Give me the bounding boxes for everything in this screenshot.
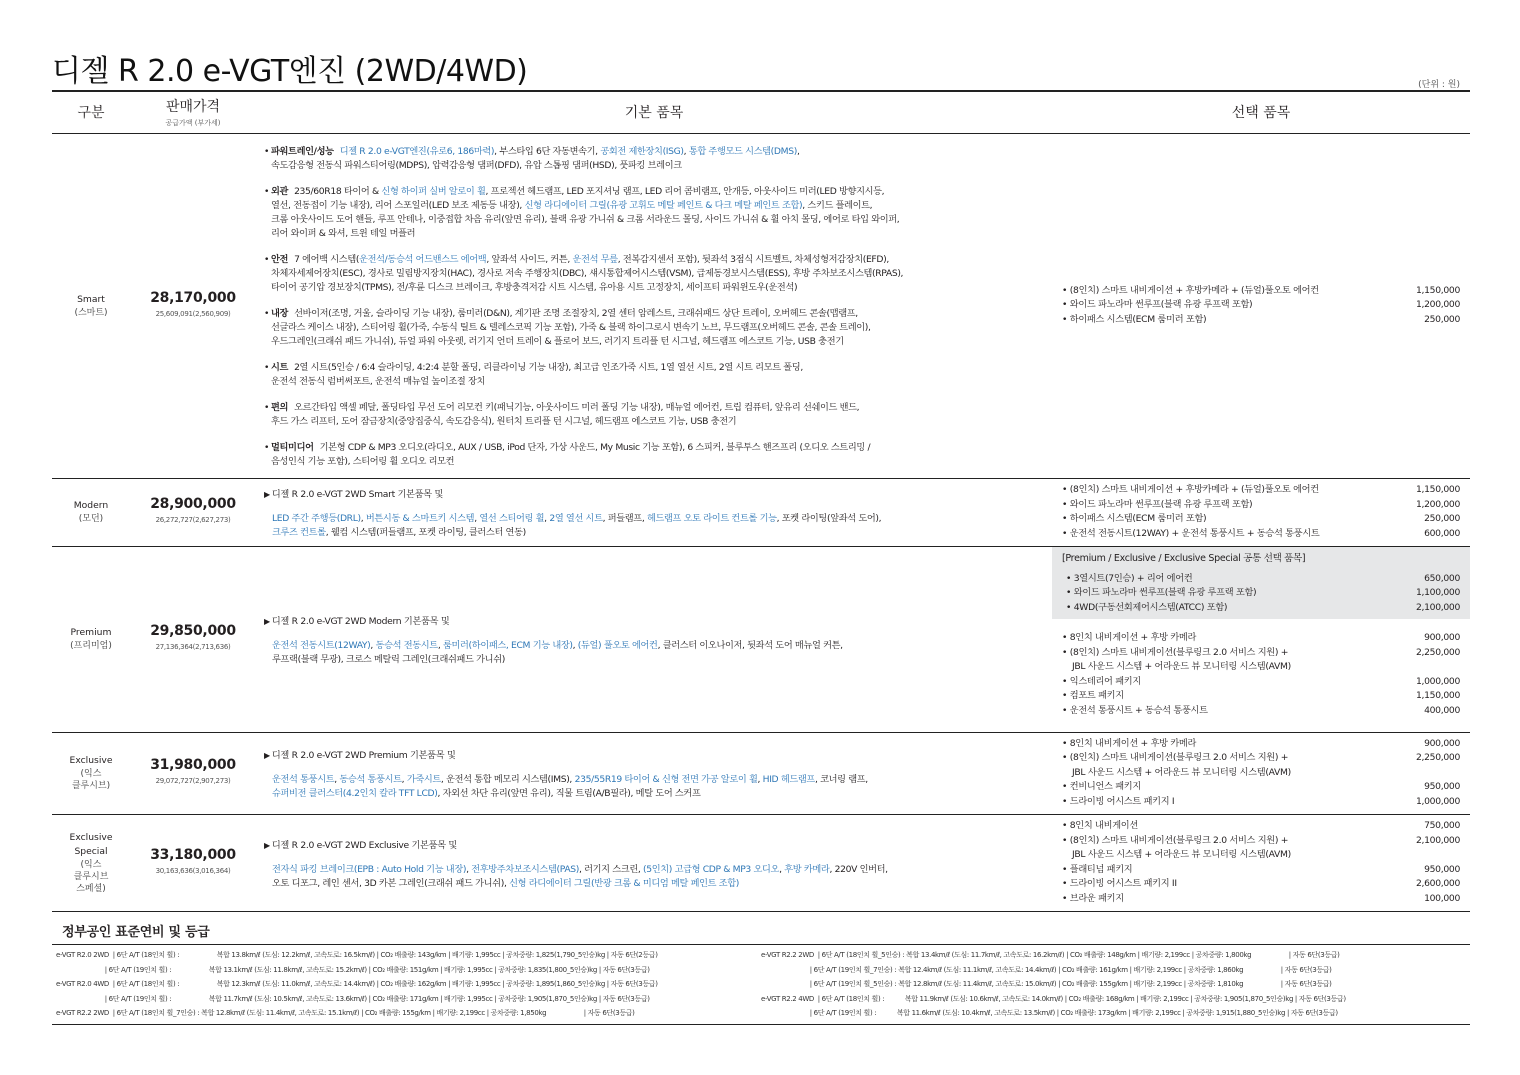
basic-group: • 외관 235/60R18 타이어 & 신형 하이퍼 실버 알로이 휠, 프로젝션 헤드램프, LED 포지셔닝 램프, LED 리어 콤비램프, 안개등, 아웃사이드 미러(LED 방향지시등, 열선, 전동접이 기능 내장), 리어 스포일러(LED 보조 제동등 내장), 신형 라디에이터 그릴(유광 고휘도 메탈 페인트 & 다크 메탈 페인트 조합), 스키드 플레이트, 크롬 아웃사이드 도어 핸들, 루프 안테나, 이중접합 차음 유리(앞면 유리), 블랙 유광 가니쉬 & 크롬 서라운드 몰딩, 사이드 가니쉬 & 휠 아치 몰딩, 에어로 타입 와이퍼, 리어 와이퍼 & 와셔, 트윈 테일 머플러 [264, 185, 900, 239]
option-items [1052, 478, 1470, 546]
trim-name: Exclusive (익스 클루시브) [52, 732, 130, 814]
trim-name: Modern (모던) [52, 478, 130, 546]
option-item: • 4WD(구동선회제어시스템(ATCC) 포함) 2,100,000 [1066, 601, 1460, 613]
basic-body: 운전석 전동시트(12WAY), 동승석 전동시트, 룸미러(하이패스, ECM 기능 내장), (듀얼) 풀오토 에어컨, 클러스터 이오나이저, 뒷좌석 도어 매뉴얼 커튼, 루프랙(블랙 무광), 크로스 메탈릭 그레인(크래쉬패드 가니쉬) [272, 640, 843, 665]
fuel-cell: | 6단 A/T (19인치 휠) : 복합 13.1km/ℓ (도심: 11.8km/ℓ, 고속도로: 15.2km/ℓ) | CO₂ 배출량: 151g/km | 배기량: 1,995cc | 공차중량: 1,835(1,800_5인승)kg | 자동 6단(3등급) [56, 965, 650, 974]
fuel-cell: | 6단 A/T (19인치 휠_7인승) : 복합 12.4km/ℓ (도심: 11.1km/ℓ, 고속도로: 14.4km/ℓ) | CO₂ 배출량: 161g/km | 배기량: 2,199cc | 공차중량: 1,860kg | 자동 6단(3등급) [761, 965, 1332, 974]
option-item: • 3열시트(7인승) + 리어 에어컨 650,000 [1066, 572, 1460, 584]
basic-lead: ▶ 디젤 R 2.0 e-VGT 2WD Smart 기본품목 및 [264, 489, 444, 500]
basic-lead: ▶ 디젤 R 2.0 e-VGT 2WD Modern 기본품목 및 [264, 616, 450, 627]
page-title: 디젤 R 2.0 e-VGT엔진 (2WD/4WD) [52, 54, 528, 89]
basic-lead: ▶ 디젤 R 2.0 e-VGT 2WD Exclusive 기본품목 및 [264, 839, 457, 851]
option-item: • 하이패스 시스템(ECM 룸미러 포함) 250,000 [1062, 313, 1460, 325]
option-item: • 운전석 전동시트(12WAY) + 운전석 통풍시트 + 동승석 통풍시트 600,000 [1062, 527, 1460, 539]
table-row-modern [52, 478, 1470, 546]
fuel-economy-table [52, 944, 1470, 1025]
fuel-economy-title: 정부공인 표준연비 및 등급 [62, 925, 210, 940]
option-item: JBL 사운드 시스템 + 어라운드 뷰 모니터링 시스템(AVM) [1072, 766, 1291, 778]
fuel-row [56, 963, 1466, 978]
option-items [1052, 732, 1470, 814]
option-item: • (8인치) 스마트 내비게이션(블루링크 2.0 서비스 지원) + 2,250,000 [1062, 646, 1460, 658]
option-item: • 플래티넘 패키지 950,000 [1062, 863, 1460, 875]
basic-items [256, 546, 1052, 732]
fuel-cell: e-VGT R2.0 4WD | 6단 A/T (18인치 휠) : 복합 12.3km/ℓ (도심: 11.0km/ℓ, 고속도로: 14.4km/ℓ) | CO₂ 배출량: 162g/km | 배기량: 1,995cc | 공차중량: 1,895(1,860_5인승)kg | 자동 6단(3등급) [56, 980, 658, 988]
option-items [1052, 133, 1470, 478]
option-item: • 8인치 내비게이션 750,000 [1062, 820, 1460, 831]
option-item: • (8인치) 스마트 내비게이션 + 후방카메라 + (듀얼)풀오토 에어컨 1,150,000 [1062, 484, 1460, 495]
basic-body: 전자식 파킹 브레이크(EPB : Auto Hold 기능 내장), 전후방주차보조시스템(PAS), 러기지 스크린, (5인치) 고급형 CDP & MP3 오디오, 후방 카메라, 220V 인버터, 오토 디포그, 레인 센서, 3D 카본 그레인(크래쉬 패드 가니쉬), 신형 라디에이터 그릴(반광 크롬 & 미디엄 메탈 페인트 조합) [272, 863, 888, 889]
option-item: • 컴포트 패키지 1,150,000 [1062, 690, 1460, 701]
option-item: • (8인치) 스마트 내비게이션(블루링크 2.0 서비스 지원) + 2,250,000 [1062, 752, 1460, 764]
header-price: 판매가격 공급가액 (부가세) [130, 91, 256, 133]
header-option: 선택 품목 [1052, 91, 1470, 133]
option-item: • 운전석 통풍시트 + 동승석 통풍시트 400,000 [1062, 704, 1460, 716]
fuel-cell: | 6단 A/T (19인치 휠) : 복합 11.6km/ℓ (도심: 10.4km/ℓ, 고속도로: 13.5km/ℓ) | CO₂ 배출량: 173g/km | 배기량: 2,199cc | 공차중량: 1,915(1,880_5인승)kg | 자동 6단(3등급) [761, 1009, 1338, 1017]
basic-lead: ▶ 디젤 R 2.0 e-VGT 2WD Premium 기본품목 및 [264, 750, 456, 761]
option-item: • 와이드 파노라마 썬루프(블랙 유광 루프랙 포함) 1,200,000 [1062, 299, 1460, 311]
fuel-cell: e-VGT R2.0 2WD | 6단 A/T (18인치 휠) : 복합 13.8km/ℓ (도심: 12.2km/ℓ, 고속도로: 16.5km/ℓ) | CO₂ 배출량: 143g/km | 배기량: 1,995cc | 공차중량: 1,825(1,790_5인승)kg | 자동 6단(2등급) [56, 951, 658, 959]
basic-body: LED 주간 주행등(DRL), 버튼시동 & 스마트키 시스템, 열선 스티어링 휠, 2열 열선 시트, 퍼들램프, 헤드램프 오토 라이트 컨트롤 기능, 포켓 라이팅(앞좌석 도어), 크루즈 컨트롤, 웰컴 시스템(퍼들램프, 포켓 라이팅, 클러스터 연동) [272, 513, 882, 538]
trim-name: Smart (스마트) [52, 133, 130, 478]
fuel-row [56, 948, 1466, 963]
option-item: • 와이드 파노라마 썬루프(블랙 유광 루프랙 포함) 1,200,000 [1062, 498, 1460, 510]
basic-group: • 내장 선바이저(조명, 거울, 슬라이딩 기능 내장), 룸미러(D&N), 계기판 조명 조절장치, 2열 센터 암레스트, 크래쉬패드 상단 트레이, 오버헤드 콘솔(맵램프, 선글라스 케이스 내장), 스티어링 휠(가죽, 수동식 틸트 & 텔레스코픽 기능 포함), 가죽 & 블랙 하이그로시 변속기 노브, 무드램프(오버헤드 콘솔, 콘솔 트레이), 우드그레인(크래쉬 패드 가니쉬), 듀얼 파워 아웃렛, 러기지 언더 트레이 & 플로어 보드, 러기지 트리플 턴 시그널, 헤드램프 에스코트 기능, USB 충전기 [264, 307, 871, 347]
trim-price: 29,850,000 27,136,364(2,713,636) [130, 546, 256, 732]
basic-items [256, 478, 1052, 546]
basic-group: • 안전 7 에어백 시스템(운전석/동승석 어드밴스드 에어백, 앞좌석 사이드, 커튼, 운전석 무릎, 전복감지센서 포함), 뒷좌석 3점식 시트벨트, 차체성형저감장치(EFD), 차체자세제어장치(ESC), 경사로 밀림방지장치(HAC), 경사로 저속 주행장치(DBC), 섀시통합제어시스템(VSM), 급제동경보시스템(ESS), 후방 주차보조시스템(RPAS), 타이어 공기압 경보장치(TPMS), 전/후륜 디스크 브레이크, 후방충격저감 시트 시스템, 유아용 시트 고정장치, 세이프티 파워윈도우(운전석) [264, 253, 904, 293]
option-item: JBL 사운드 시스템 + 어라운드 뷰 모니터링 시스템(AVM) [1072, 661, 1291, 672]
option-item: • 8인치 내비게이션 + 후방 카메라 900,000 [1062, 737, 1460, 749]
header-trim: 구분 [52, 91, 130, 133]
basic-group: • 파워트레인/성능 디젤 R 2.0 e-VGT엔진(유로6, 186마력), 부스타입 6단 자동변속기, 공회전 제한장치(ISG), 통합 주행모드 시스템(DMS), 속도감응형 전동식 파워스티어링(MDPS), 압력감응형 댐퍼(DFD), 유압 스톱핑 댐퍼(HSD), 풋파킹 브레이크 [264, 145, 800, 171]
table-row-premium [52, 546, 1470, 732]
option-item: • 익스테리어 패키지 1,000,000 [1062, 675, 1460, 687]
option-items [1052, 546, 1470, 732]
fuel-cell: e-VGT R2.2 2WD | 6단 A/T (18인치 휠_7인승) : 복합 12.8km/ℓ (도심: 11.4km/ℓ, 고속도로: 15.1km/ℓ) | CO₂ 배출량: 155g/km | 배기량: 2,199cc | 공차중량: 1,850kg | 자동 6단(3등급) [56, 1009, 635, 1017]
table-row-exclusive-special [52, 814, 1470, 911]
common-options [1052, 547, 1470, 620]
option-item: • (8인치) 스마트 내비게이션(블루링크 2.0 서비스 지원) + 2,100,000 [1062, 834, 1460, 846]
basic-group: • 시트 2열 시트(5인승 / 6:4 슬라이딩, 4:2:4 분할 폴딩, 리클라이닝 기능 내장), 최고급 인조가죽 시트, 1열 열선 시트, 2열 시트 리모트 폴딩, 운전석 전동식 럼버써포트, 운전석 매뉴얼 높이조절 장치 [264, 361, 803, 387]
option-item: • 8인치 내비게이션 + 후방 카메라 900,000 [1062, 632, 1460, 643]
option-item: • 브라운 패키지 100,000 [1062, 892, 1460, 904]
basic-items [256, 814, 1052, 911]
common-options-head: [Premium / Exclusive / Exclusive Special 공통 선택 품목] [1062, 552, 1306, 564]
table-row-exclusive [52, 732, 1470, 814]
header-basic: 기본 품목 [256, 91, 1052, 133]
option-item: JBL 사운드 시스템 + 어라운드 뷰 모니터링 시스템(AVM) [1072, 849, 1291, 860]
option-item: • 와이드 파노라마 썬루프(블랙 유광 루프랙 포함) 1,100,000 [1066, 587, 1460, 598]
option-item: • 드라이빙 어시스트 패키지 II 2,600,000 [1062, 878, 1460, 889]
basic-group: • 멀티미디어 기본형 CDP & MP3 오디오(라디오, AUX / USB, iPod 단자, 가상 사운드, My Music 기능 포함), 6 스피커, 블루투스 핸즈프리 (오디오 스트리밍 / 음성인식 기능 포함), 스티어링 휠 오디오 리모컨 [264, 441, 871, 467]
option-item: • (8인치) 스마트 내비게이션 + 후방카메라 + (듀얼)풀오토 에어컨 1,150,000 [1062, 284, 1460, 296]
fuel-cell: e-VGT R2.2 2WD | 6단 A/T (18인치 휠_5인승) : 복합 13.4km/ℓ (도심: 11.7km/ℓ, 고속도로: 16.2km/ℓ) | CO₂ 배출량: 148g/km | 배기량: 2,199cc | 공차중량: 1,800kg | 자동 6단(3등급) [761, 951, 1340, 959]
option-item: • 컨비니언스 패키지 950,000 [1062, 781, 1460, 793]
fuel-cell: | 6단 A/T (19인치 휠) : 복합 11.7km/ℓ (도심: 10.5km/ℓ, 고속도로: 13.6km/ℓ) | CO₂ 배출량: 171g/km | 배기량: 1,995cc | 공차중량: 1,905(1,870_5인승)kg | 자동 6단(3등급) [56, 994, 650, 1003]
fuel-cell: e-VGT R2.2 4WD | 6단 A/T (18인치 휠) : 복합 11.9km/ℓ (도심: 10.6km/ℓ, 고속도로: 14.0km/ℓ) | CO₂ 배출량: 168g/km | 배기량: 2,199cc | 공차중량: 1,905(1,870_5인승)kg | 자동 6단(3등급) [761, 994, 1346, 1003]
option-item: • 하이패스 시스템(ECM 룸미러 포함) 250,000 [1062, 513, 1460, 524]
basic-items [256, 133, 1052, 478]
trim-price: 31,980,000 29,072,727(2,907,273) [130, 732, 256, 814]
fuel-cell: | 6단 A/T (19인치 휠_5인승) : 복합 12.8km/ℓ (도심: 11.4km/ℓ, 고속도로: 15.0km/ℓ) | CO₂ 배출량: 155g/km | 배기량: 2,199cc | 공차중량: 1,810kg | 자동 6단(3등급) [761, 980, 1332, 988]
trim-price: 28,900,000 26,272,727(2,627,273) [130, 478, 256, 546]
fuel-row [56, 1006, 1466, 1021]
option-items [1052, 814, 1470, 911]
price-table [52, 90, 1470, 912]
table-header [52, 91, 1470, 133]
trim-price: 33,180,000 30,163,636(3,016,364) [130, 814, 256, 911]
trim-name: Exclusive Special (익스 클루시브 스페셜) [52, 814, 130, 911]
fuel-row [56, 977, 1466, 992]
basic-group: • 편의 오르간타입 액셀 페달, 폴딩타입 무선 도어 리모컨 키(패닉기능, 아웃사이드 미러 폴딩 기능 내장), 매뉴얼 에어컨, 트립 컴퓨터, 앞유리 선쉐이드 밴드, 후드 가스 리프터, 도어 잠금장치(중앙집중식, 속도감응식), 원터치 트리플 턴 시그널, 헤드램프 에스코트 기능, USB 충전기 [264, 401, 860, 427]
trim-price: 28,170,000 25,609,091(2,560,909) [130, 133, 256, 478]
option-item: • 드라이빙 어시스트 패키지 I 1,000,000 [1062, 795, 1460, 807]
fuel-row [56, 992, 1466, 1007]
basic-items [256, 732, 1052, 814]
unit-label: (단위 : 원) [1418, 80, 1460, 90]
table-row-smart [52, 133, 1470, 478]
basic-body: 운전석 통풍시트, 동승석 통풍시트, 가죽시트, 운전석 통합 메모리 시스템(IMS), 235/55R19 타이어 & 신형 전면 가공 알로이 휠, HID 헤드램프, 코너링 램프, 슈퍼비전 클러스터(4.2인치 칼라 TFT LCD), 자외선 차단 유리(앞면 유리), 직물 트림(A/B필라), 메탈 도어 스커프 [272, 774, 868, 799]
trim-name: Premium (프리미엄) [52, 546, 130, 732]
